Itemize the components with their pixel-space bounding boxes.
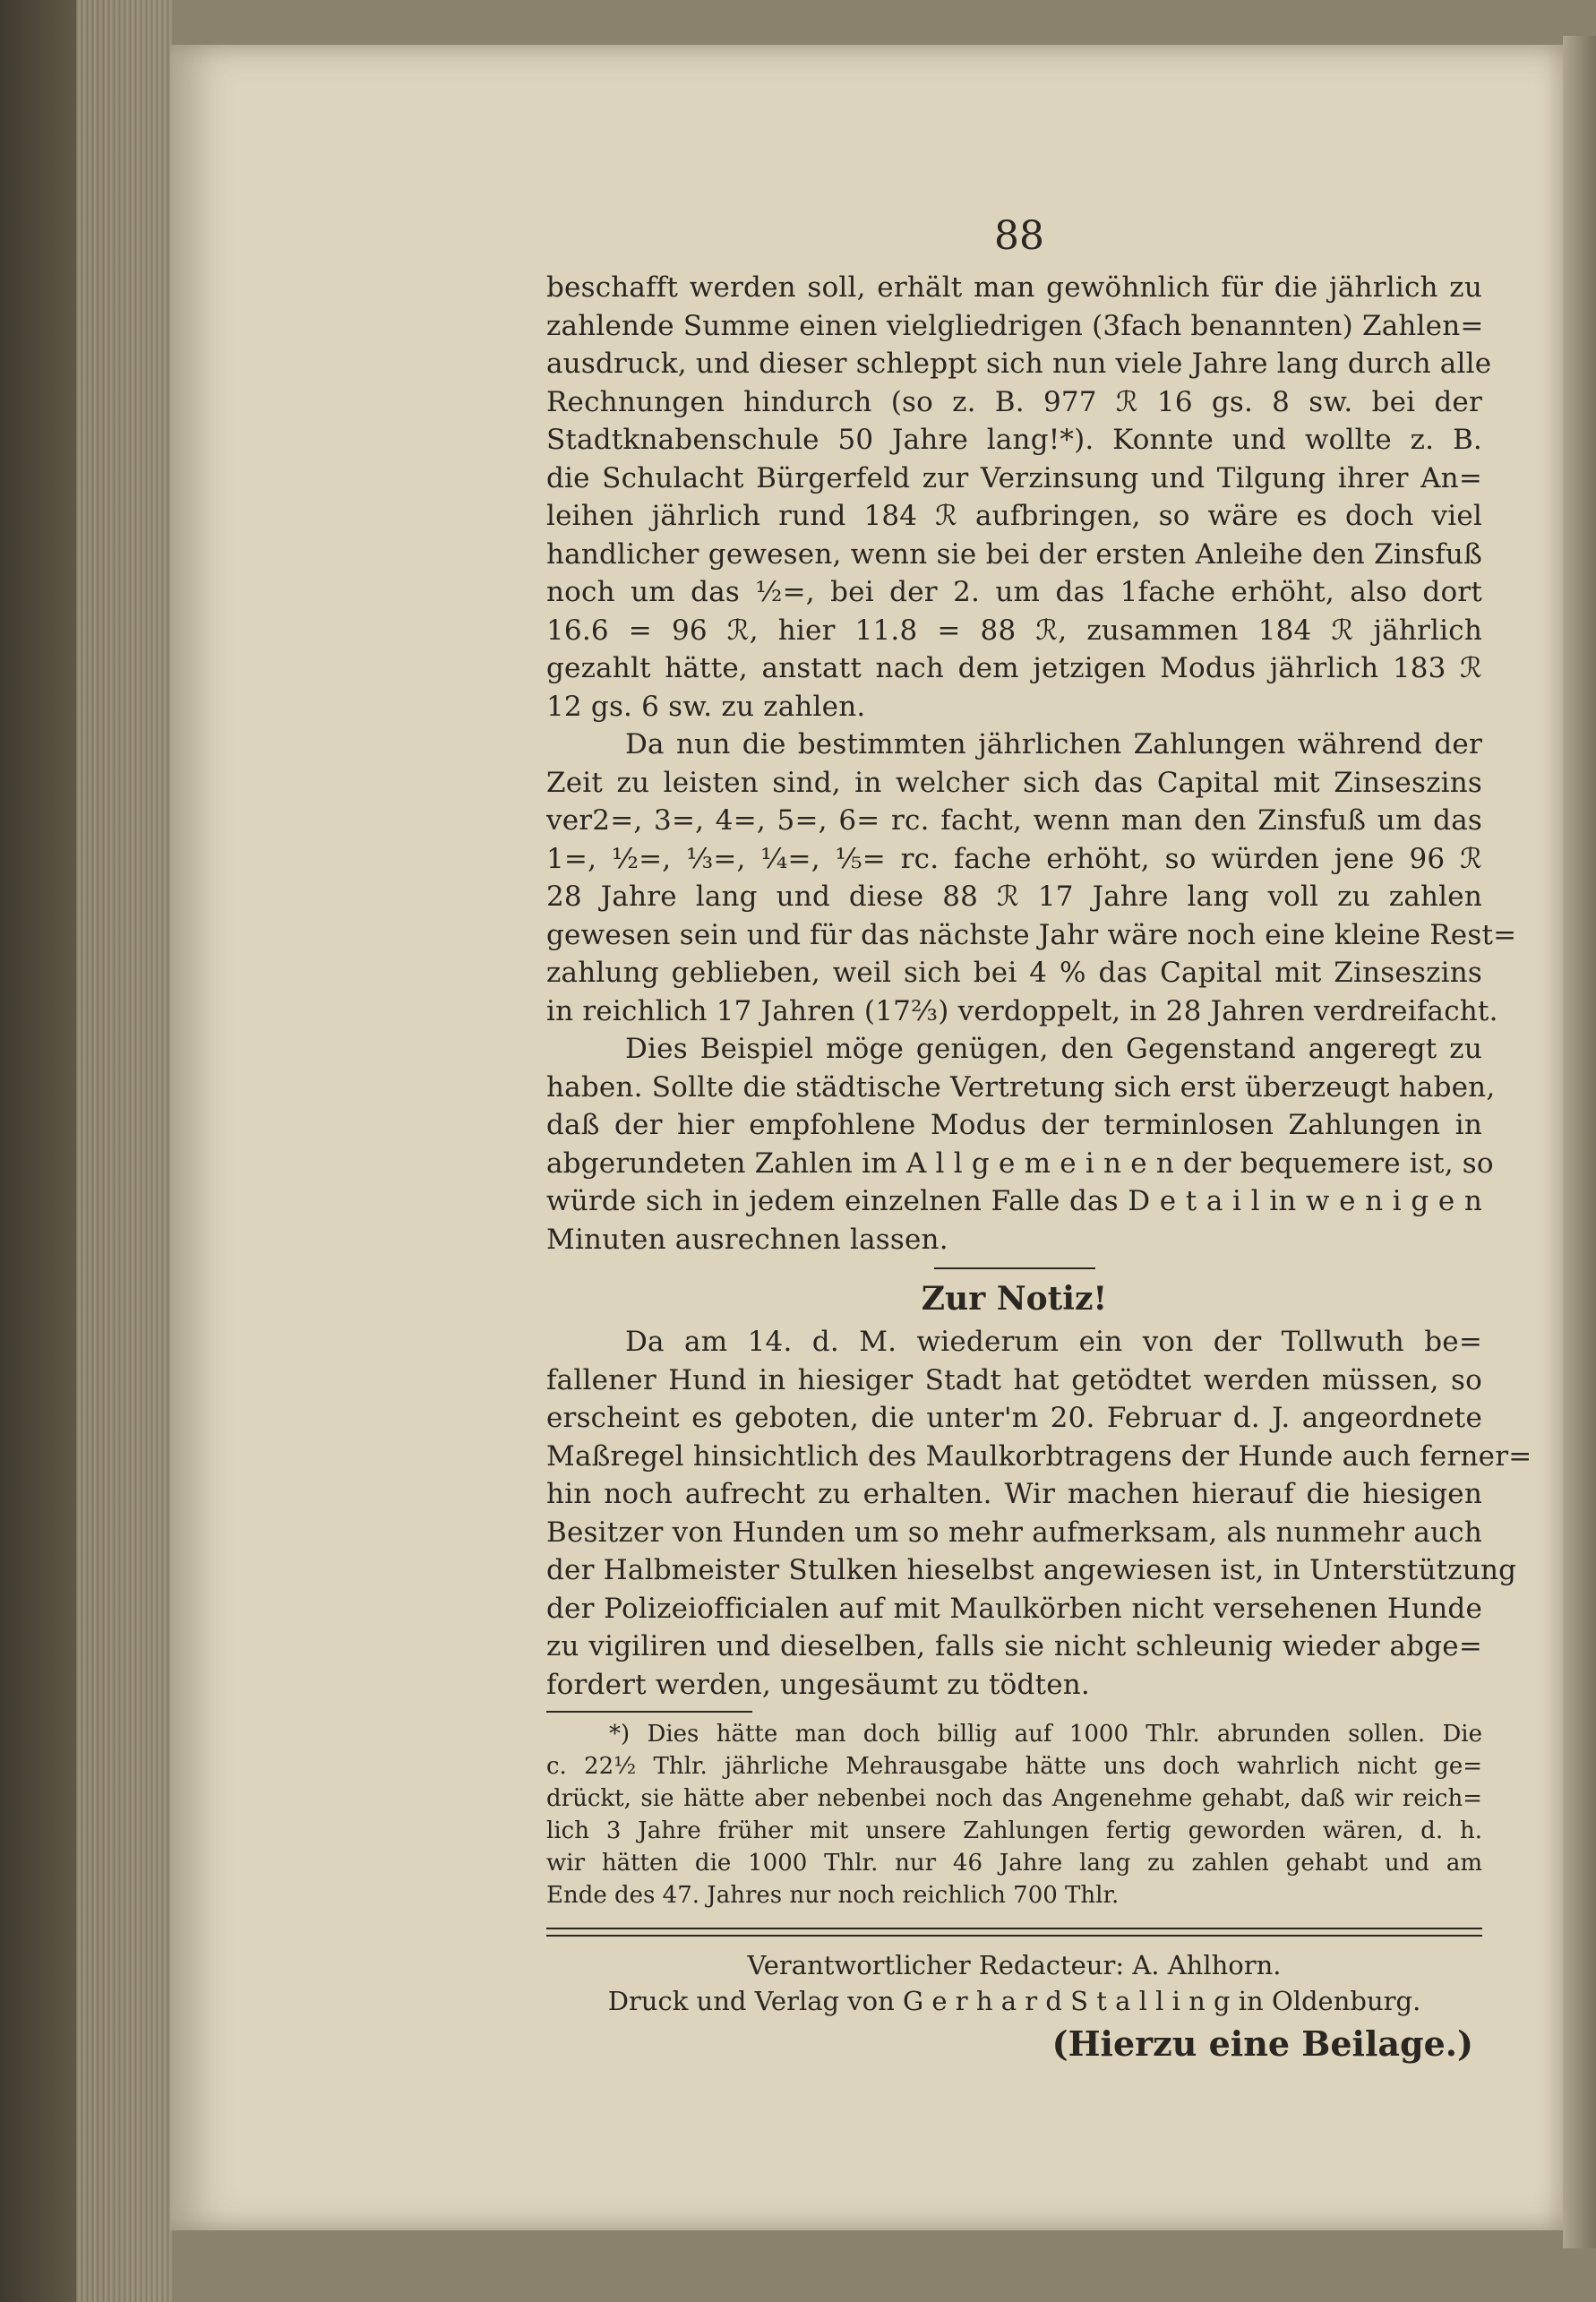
text-line: gewesen sein und für das nächste Jahr wäre noch eine kleine Rest=	[546, 918, 1517, 951]
page-text	[546, 269, 1532, 2069]
notice-paragraph	[546, 1323, 1532, 1704]
text-line: 16.6 = 96 ℛ, hier 11.8 = 88 ℛ, zusammen 184 ℛ jährlich	[546, 614, 1482, 647]
text-line: 1=, ½=, ⅓=, ¼=, ⅕= rc. fache erhöht, so würden jene 96 ℛ	[546, 842, 1482, 875]
imprint-editor: Verantwortlicher Redacteur: A. Ahlhorn.	[747, 1950, 1282, 1980]
text-line: Maßregel hinsichtlich des Maulkorbtragens der Hunde auch ferner=	[546, 1439, 1532, 1473]
page-edge	[1563, 36, 1596, 2248]
text-line: erscheint es geboten, die unter'm 20. Februar d. J. angeordnete	[546, 1402, 1482, 1434]
supplement-notice: (Hierzu eine Beilage.)	[1051, 2023, 1473, 2064]
text-line: fallener Hund in hiesiger Stadt hat getödtet werden müssen, so	[546, 1363, 1482, 1396]
text-line: noch um das ½=, bei der 2. um das 1fache erhöht, also dort	[546, 576, 1482, 608]
page-number: 88	[994, 213, 1044, 259]
footnote	[546, 1718, 1482, 1911]
footnote-line: *) Dies hätte man doch billig auf 1000 Thlr. abrunden sollen. Die	[609, 1721, 1482, 1748]
text-line: zu vigiliren und dieselben, falls sie nicht schleunig wieder abge=	[546, 1630, 1482, 1662]
footnote-line: c. 22½ Thlr. jährliche Mehrausgabe hätte uns doch wahrlich nicht ge=	[546, 1753, 1482, 1780]
text-line: daß der hier empfohlene Modus der terminlosen Zahlungen in	[546, 1109, 1482, 1141]
imprint-rule	[546, 1928, 1482, 1937]
footnote-line: wir hätten die 1000 Thlr. nur 46 Jahre lang zu zahlen gehabt und am	[546, 1850, 1482, 1877]
text-line: zahlung geblieben, weil sich bei 4 % das Capital mit Zinseszins	[546, 957, 1482, 989]
text-line: leihen jährlich rund 184 ℛ aufbringen, so wäre es doch viel	[546, 500, 1482, 532]
text-line: fordert werden, ungesäumt zu tödten.	[546, 1668, 1090, 1701]
text-line: Minuten ausrechnen lassen.	[546, 1223, 948, 1256]
paragraph-2	[546, 726, 1517, 1030]
text-line: Zeit zu leisten sind, in welcher sich das Capital mit Zinseszins	[546, 766, 1482, 799]
text-line: ver2=, 3=, 4=, 5=, 6= rc. facht, wenn man den Zinsfuß um das	[546, 804, 1482, 837]
footnote-rule	[546, 1711, 752, 1713]
text-line: zahlende Summe einen vielgliedrigen (3fach benannten) Zahlen=	[546, 309, 1484, 342]
text-line: der Polizeiofficialen auf mit Maulkörben nicht versehenen Hunde	[546, 1592, 1482, 1625]
text-line: abgerundeten Zahlen im A l l g e m e i n e n der bequemere ist, so	[546, 1147, 1494, 1180]
text-line: hin noch aufrecht zu erhalten. Wir machen hierauf die hiesigen	[546, 1478, 1482, 1510]
text-line: Stadtknabenschule 50 Jahre lang!*). Konnte und wollte z. B.	[546, 424, 1482, 456]
text-line: Rechnungen hindurch (so z. B. 977 ℛ 16 gs. 8 sw. bei der	[546, 385, 1482, 418]
text-line: haben. Sollte die städtische Vertretung sich erst überzeugt haben,	[546, 1070, 1496, 1104]
text-line: würde sich in jedem einzelnen Falle das D e t a i l in w e n i g e n	[546, 1185, 1482, 1217]
text-line: Da am 14. d. M. wiederum ein von der Tollwuth be=	[625, 1326, 1482, 1358]
text-line: 12 gs. 6 sw. zu zahlen.	[546, 690, 866, 723]
text-line: die Schulacht Bürgerfeld zur Verzinsung und Tilgung ihrer An=	[546, 461, 1482, 494]
text-line: Da nun die bestimmten jährlichen Zahlungen während der	[625, 728, 1482, 760]
footnote-line: Ende des 47. Jahres nur noch reichlich 700 Thlr.	[546, 1882, 1120, 1909]
paragraph-3	[546, 1030, 1496, 1258]
text-line: in reichlich 17 Jahren (17⅔) verdoppelt, in 28 Jahren verdreifacht.	[546, 994, 1498, 1027]
text-line: 28 Jahre lang und diese 88 ℛ 17 Jahre lang voll zu zahlen	[546, 880, 1482, 913]
footnote-line: drückt, sie hätte aber nebenbei noch das Angenehme gehabt, daß wir reich=	[546, 1785, 1482, 1812]
text-line: ausdruck, und dieser schleppt sich nun viele Jahre lang durch alle	[546, 348, 1492, 380]
paragraph-1	[546, 269, 1492, 726]
book-binding	[76, 0, 175, 2302]
text-line: Dies Beispiel möge genügen, den Gegenstand angeregt zu	[625, 1033, 1482, 1065]
imprint-printer: Druck und Verlag von G e r h a r d S t a l l i n g in Oldenburg.	[607, 1986, 1421, 2016]
text-line: gezahlt hätte, anstatt nach dem jetzigen Modus jährlich 183 ℛ	[546, 652, 1482, 684]
text-line: der Halbmeister Stulken hieselbst angewiesen ist, in Unterstützung	[546, 1554, 1517, 1586]
notice-heading: Zur Notiz!	[921, 1280, 1108, 1318]
text-line: Besitzer von Hunden um so mehr aufmerksam, als nunmehr auch	[546, 1516, 1482, 1549]
footnote-line: lich 3 Jahre früher mit unsere Zahlungen fertig geworden wären, d. h.	[546, 1817, 1482, 1844]
section-divider	[934, 1267, 1095, 1269]
text-line: handlicher gewesen, wenn sie bei der ersten Anleihe den Zinsfuß	[546, 537, 1482, 571]
text-line: beschafft werden soll, erhält man gewöhnlich für die jährlich zu	[546, 271, 1482, 304]
